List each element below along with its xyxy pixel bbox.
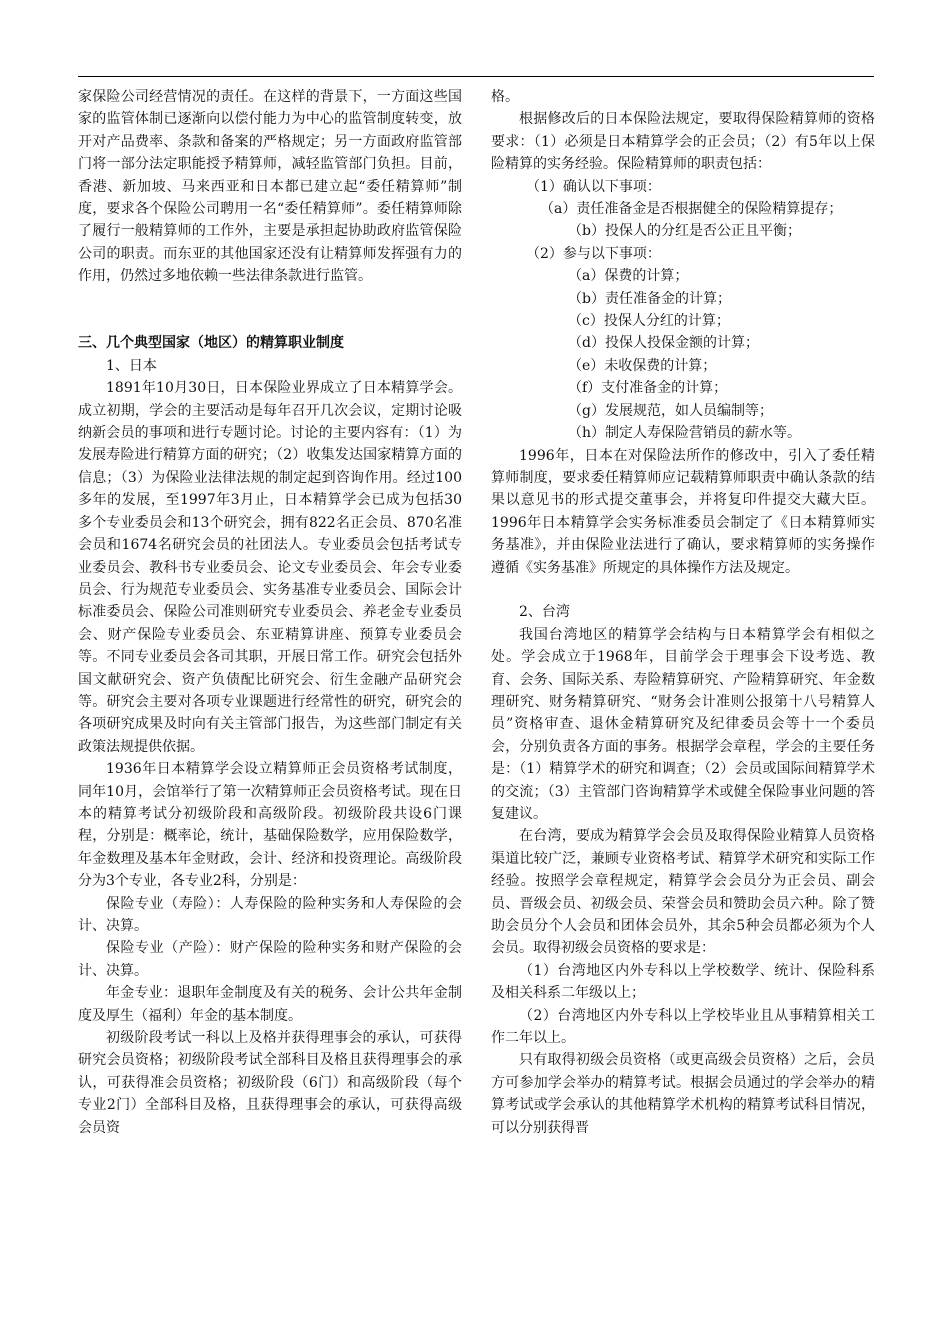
spacer xyxy=(78,310,462,332)
list-item: （g）发展规范，如人员编制等； xyxy=(568,402,773,419)
list-item: （b）责任准备金的计算； xyxy=(568,290,731,307)
subsection-heading: 1、日本 xyxy=(106,357,157,374)
paragraph: 年金专业：退职年金制度及有关的税务、会计公共年金制度及厚生（福利）年金的基本制度。 xyxy=(78,985,462,1024)
left-column xyxy=(78,86,462,1139)
paragraph: 根据修改后的日本保险法规定，要取得保险精算师的资格要求：（1）必须是日本精算学会的正会员；（2）有5年以上保险精算的实务经验。保险精算师的职责包括： xyxy=(491,111,875,173)
subsection-heading: 2、台湾 xyxy=(519,604,570,621)
paragraph: 保险专业（产险）：财产保险的险种实务和财产保险的会计、决算。 xyxy=(78,940,462,979)
paragraph: 1996年，日本在对保险法所作的修改中，引入了委任精算师制度，要求委任精算师应记载精算师职责中确认条款的结果以意见书的形式提交董事会，并将复印件提交大藏大臣。1996年日本精算学会实务标准委员会制定了《日本精算师实务基准》，并由保险业法进行了确认，要求精算师的实务操作遵循《实务基准》所规定的具体操作方法及规定。 xyxy=(491,447,875,576)
paragraph: 1936年日本精算学会设立精算师正会员资格考试制度，同年10月，会馆举行了第一次精算师正会员资格考试。现在日本的精算考试分初级阶段和高级阶段。初级阶段共设6门课程，分别是：概率论，统计，基础保险数学，应用保险数学，年金数理及基本年金财政，会计、经济和投资理论。高级阶段分为3个专业，各专业2科，分别是： xyxy=(78,761,462,890)
list-item: （d）投保人投保金额的计算； xyxy=(568,335,759,352)
paragraph: 1891年10月30日，日本保险业界成立了日本精算学会。成立初期，学会的主要活动是每年召开几次会议，定期讨论吸纳新会员的事项和进行专题讨论。讨论的主要内容有：（1）为发展寿险进行精算方面的研究；（2）收集发达国家精算方面的信息；（3）为保险业法律法规的制定起到咨询作用。经过100多年的发展，至1997年3月止，日本精算学会已成为包括30多个专业委员会和13个研究会，拥有822名正会员、870名准会员和1674名研究会员的社团法人。专业委员会包括考试专业委员会、教科书专业委员会、论文专业委员会、年会专业委员会、行为规范专业委员会、实务基准专业委员会、国际会计标准委员会、保险公司准则研究专业委员会、养老金专业委员会、财产保险专业委员会、东亚精算讲座、预算专业委员会等。不同专业委员会各司其职，开展日常工作。研究会包括外国文献研究会、资产负债配比研究会、衍生金融产品研究会等。研究会主要对各项专业课题进行经常性的研究，研究会的各项研究成果及时向有关主管部门报告，为这些部门制定有关政策法规提供依据。 xyxy=(78,380,462,755)
paragraph: 保险专业（寿险）：人寿保险的险种实务和人寿保险的会计、决算。 xyxy=(78,895,462,934)
list-item: （a）责任准备金是否根据健全的保险精算提存； xyxy=(540,201,843,218)
list-item: （a）保费的计算； xyxy=(568,268,689,285)
list-item: （1）确认以下事项： xyxy=(526,178,661,195)
section-heading: 三、几个典型国家（地区）的精算职业制度 xyxy=(78,335,344,352)
paragraph: 我国台湾地区的精算学会结构与日本精算学会有相似之处。学会成立于1968年，目前学会于理事会下设考选、教育、会务、国际关系、寿险精算研究、产险精算研究、年金数理研究、财务精算研究、“财务会计准则公报第十八号精算人员”资格审查、退休金精算研究及纪律委员会等十一个委员会，分别负责各方面的事务。根据学会章程，学会的主要任务是：（1）精算学术的研究和调查；（2）会员或国际间精算学术的交流；（3）主管部门咨询精算学术或健全保险事业问题的答复建议。 xyxy=(491,626,875,822)
paragraph: 格。 xyxy=(491,89,519,105)
list-item: （f）支付准备金的计算； xyxy=(568,380,728,397)
paragraph: 初级阶段考试一科以上及格并获得理事会的承认，可获得研究会员资格；初级阶段考试全部科目及格且获得理事会的承认，可获得准会员资格；初级阶段（6门）和高级阶段（每个专业2门）全部科目及格，且获得理事会的承认，可获得高级会员资 xyxy=(78,1030,462,1136)
paragraph: 在台湾，要成为精算学会会员及取得保险业精算人员资格渠道比较广泛，兼顾专业资格考试、精算学术研究和实际工作经验。按照学会章程规定，精算学会会员分为正会员、副会员、晋级会员、初级会员、荣誉会员和赞助会员六种。除了赞助会员分个人会员和团体会员外，其余5种会员都必须为个人会员。取得初级会员资格的要求是： xyxy=(491,828,875,957)
paragraph: （2）台湾地区内外专科以上学校毕业且从事精算相关工作二年以上。 xyxy=(491,1007,875,1047)
list-item: （c）投保人分红的计算； xyxy=(568,313,730,330)
header-rule xyxy=(78,76,874,77)
list-item: （2）参与以下事项： xyxy=(526,245,661,262)
list-item: （b）投保人的分红是否公正且平衡； xyxy=(568,223,801,240)
spacer xyxy=(78,288,462,310)
list-item: （e）未收保费的计算； xyxy=(568,357,717,374)
paragraph: 家保险公司经营情况的责任。在这样的背景下，一方面这些国家的监管体制已逐渐向以偿付能力为中心的监管制度转变，放开对产品费率、条款和备案的严格规定；另一方面政府监管部门将一部分法定职能授予精算师，减轻监管部门负担。目前，香港、新加坡、马来西亚和日本都已建立起“委任精算师”制度，要求各个保险公司聘用一名“委任精算师”。委任精算师除了履行一般精算师的工作外，主要是承担起协助政府监管保险公司的职责。而东亚的其他国家还没有让精算师发挥强有力的作用，仍然过多地依赖一些法律条款进行监管。 xyxy=(78,89,462,285)
paragraph: 只有取得初级会员资格（或更高级会员资格）之后，会员方可参加学会举办的精算考试。根据会员通过的学会举办的精算考试或学会承认的其他精算学术机构的精算考试科目情况，可以分别获得晋 xyxy=(491,1052,875,1136)
list-item: （h）制定人寿保险营销员的薪水等。 xyxy=(568,425,802,442)
paragraph: （1）台湾地区内外专科以上学校数学、统计、保险科系及相关科系二年级以上； xyxy=(491,962,875,1002)
spacer xyxy=(491,579,875,601)
right-column xyxy=(491,86,875,1139)
